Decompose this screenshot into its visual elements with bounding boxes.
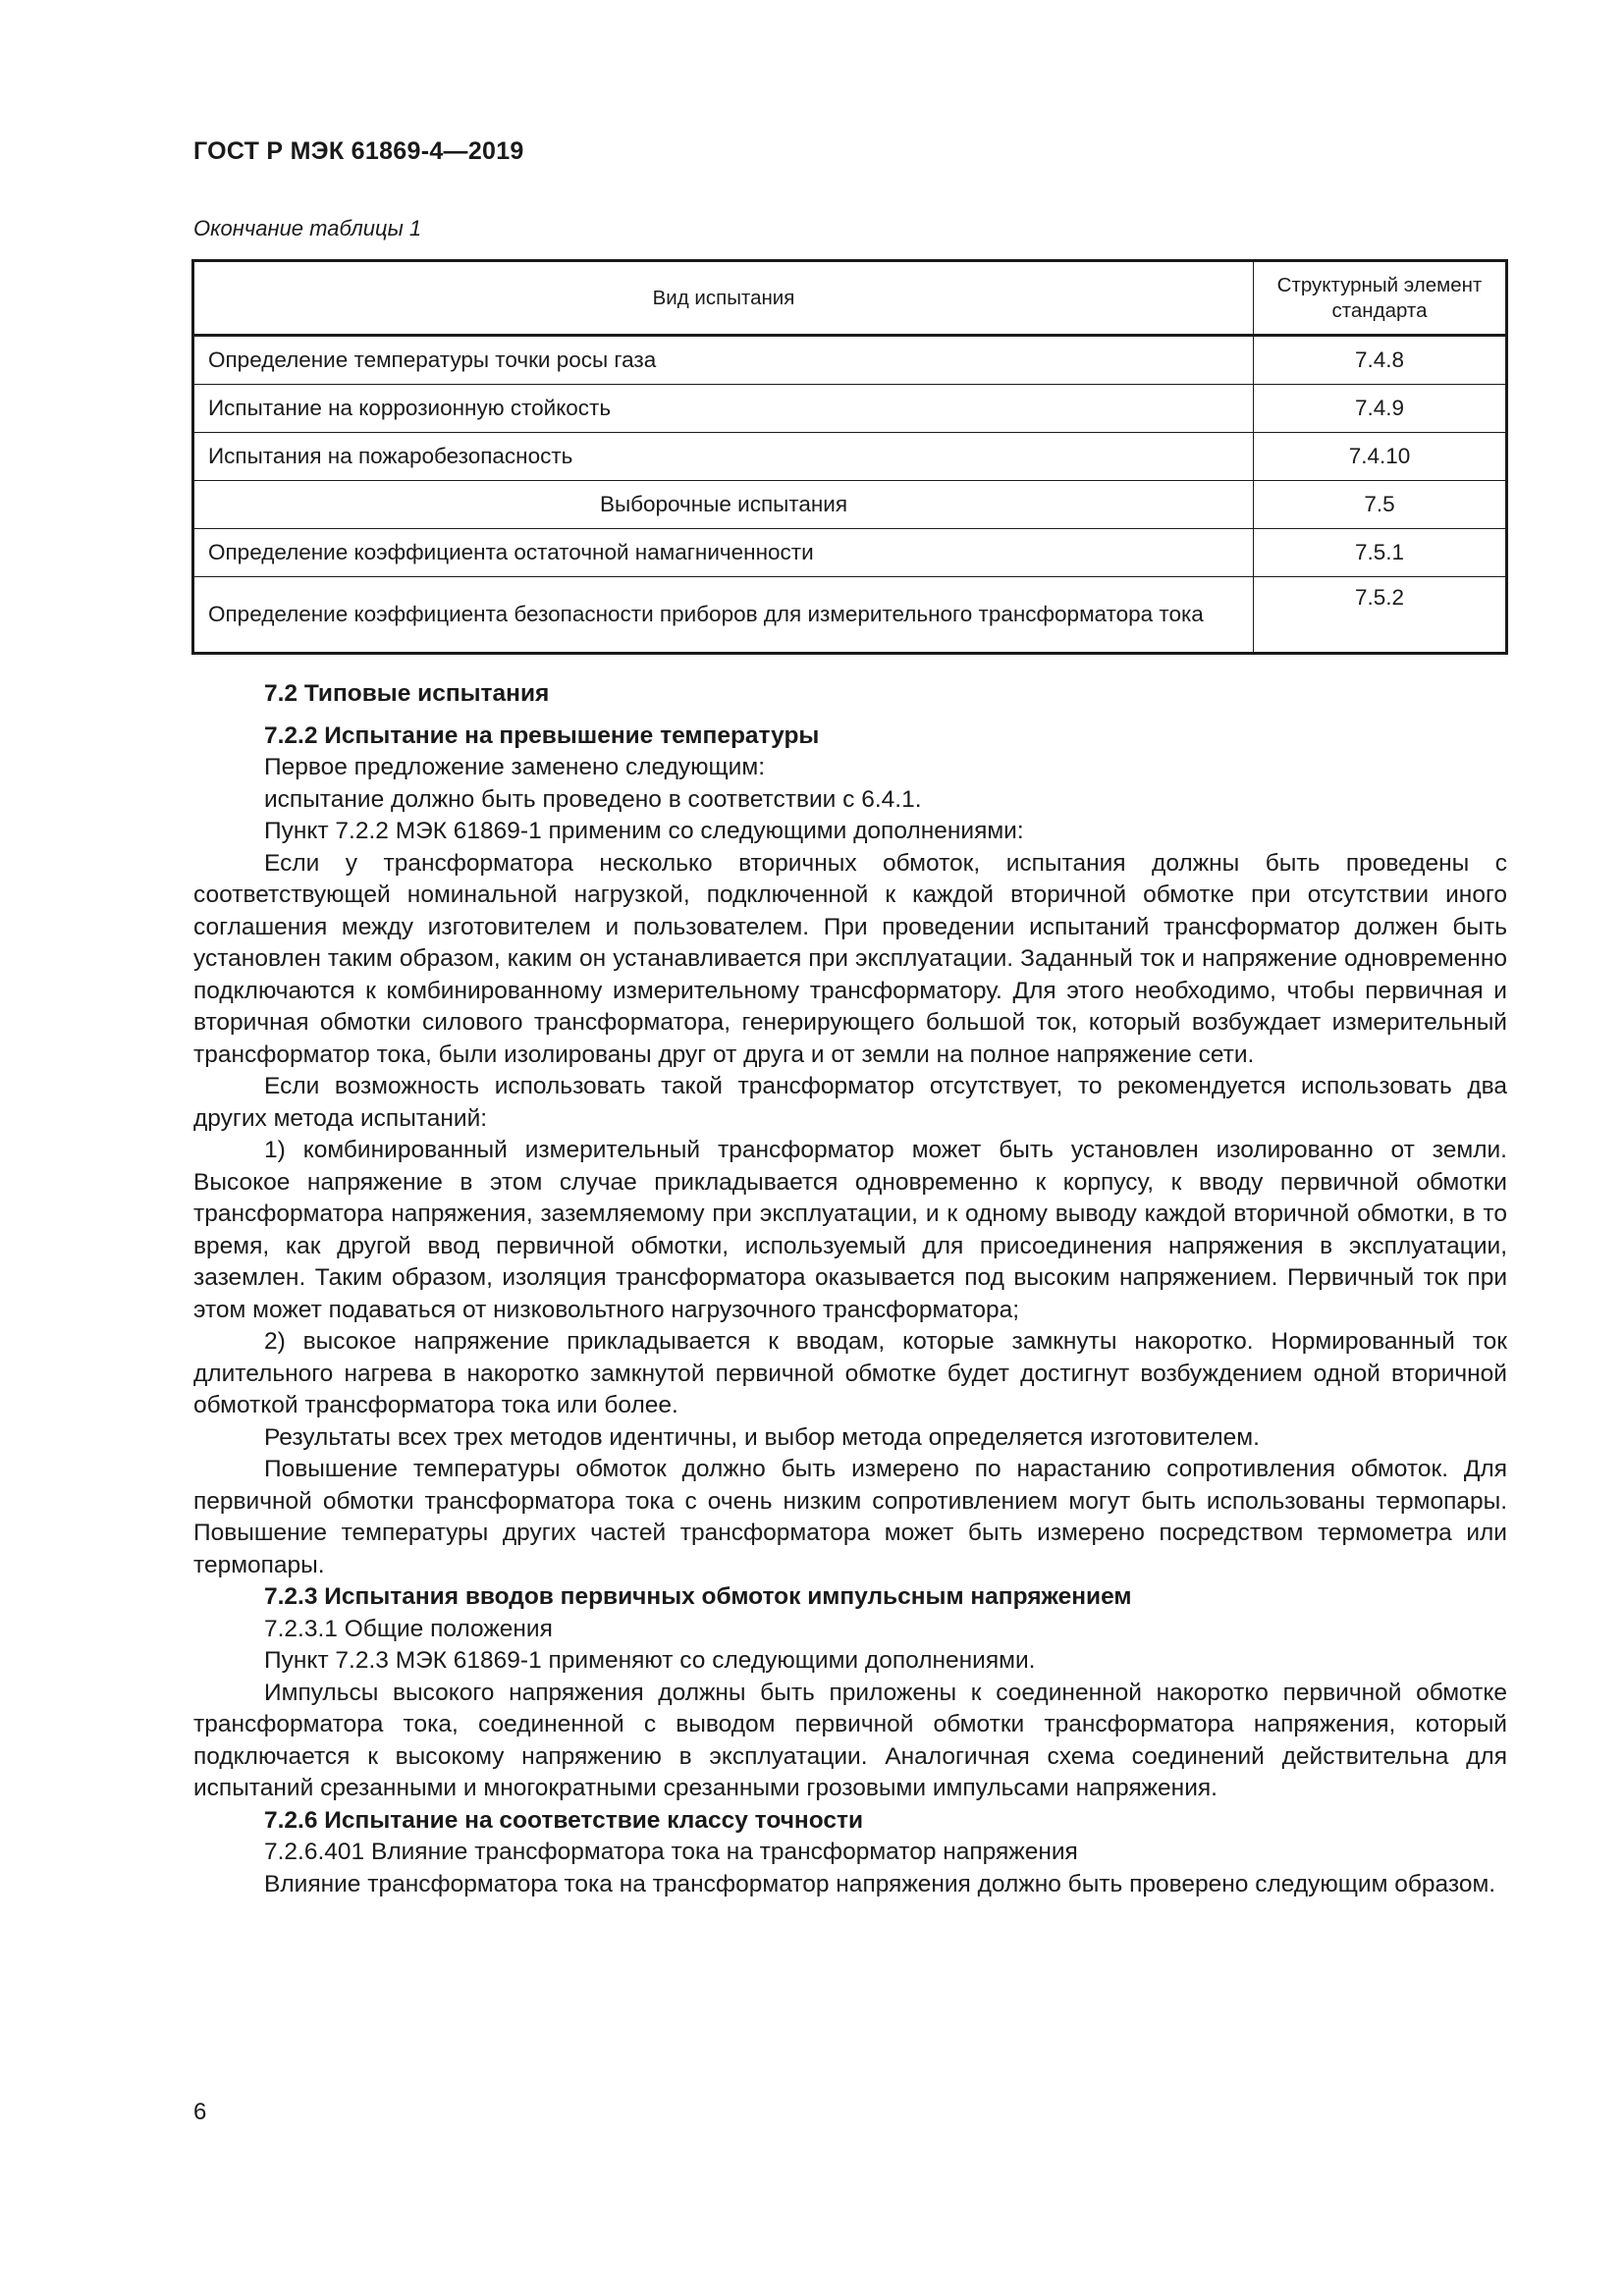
text-line: 7.2.6.401 Влияние трансформатора тока на трансформатор напряжения — [264, 1839, 1078, 1865]
paragraph: Если у трансформатора несколько вторичных обмоток, испытания должны быть проведены с соответствующей номинальной нагрузкой, подключенной к каждой вторичной обмотке при отсутствии иного соглашения между изготовителем и пользователем. При проведении испытаний трансформатор должен быть установлен таким образом, каким он устанавливается при эксплуатации. Заданный ток и напряжение одновременно подключаются к комбинированному измерительному трансформатору. Для этого необходимо, чтобы первичная и вторичная обмотки силового трансформатора, генерирующего большой ток, который возбуждает измерительный трансформатор тока, были изолированы друг от друга и от земли на полное напряжение сети. — [193, 849, 1507, 1068]
text-line: Первое предложение заменено следующим: — [264, 754, 766, 780]
paragraph: Если возможность использовать такой трансформатор отсутствует, то рекомендуется использовать два других метода испытаний: — [193, 1073, 1507, 1132]
structural-element-cell: 7.4.9 — [1254, 385, 1507, 433]
table-row — [193, 481, 1507, 529]
structural-element-cell: 7.5.1 — [1254, 529, 1507, 577]
section-heading-7-2: 7.2 Типовые испытания — [264, 680, 550, 707]
table-header-row — [193, 261, 1507, 336]
test-types-table — [191, 259, 1508, 655]
test-type-cell: Определение коэффициента остаточной намагниченности — [193, 529, 1254, 577]
test-type-cell: Определение температуры точки росы газа — [193, 336, 1254, 385]
subsection-heading-7-2-2: 7.2.2 Испытание на превышение температуры — [264, 721, 820, 749]
paragraph: Импульсы высокого напряжения должны быть приложены к соединенной накоротко первичной обмотке трансформатора тока, соединенной с выводом первичной обмотки трансформатора напряжения, который подключается к высокому напряжению в эксплуатации. Аналогичная схема соединений действительна для испытаний срезанными и многократными срезанными грозовыми импульсами напряжения. — [193, 1679, 1507, 1801]
subsection-heading-7-2-3: 7.2.3 Испытания вводов первичных обмоток импульсным напряжением — [264, 1583, 1132, 1610]
text-line: 7.2.3.1 Общие положения — [264, 1615, 553, 1642]
page-number: 6 — [193, 2099, 207, 2125]
test-group-heading-cell: Выборочные испытания — [193, 481, 1254, 529]
table-row — [193, 336, 1507, 385]
subsection-heading-7-2-6: 7.2.6 Испытание на соответствие классу точности — [264, 1806, 864, 1834]
document-header: ГОСТ Р МЭК 61869-4—2019 — [193, 137, 524, 165]
document-page — [193, 137, 1507, 1900]
table-row — [193, 529, 1507, 577]
test-type-cell: Испытания на пожаробезопасность — [193, 433, 1254, 481]
test-type-cell: Определение коэффициента безопасности приборов для измерительного трансформатора тока — [193, 577, 1254, 654]
paragraph: 1) комбинированный измерительный трансформатор может быть установлен изолированно от земли. Высокое напряжение в этом случае прикладывается одновременно к корпусу, к вводу первичной обмотки трансформатора напряжения, заземляемому при эксплуатации, и к одному выводу каждой вторичной обмотки, в то время, как другой ввод первичной обмотки, используемый для присоединения напряжения в эксплуатации, заземлен. Таким образом, изоляция трансформатора оказывается под высоким напряжением. Первичный ток при этом может подаваться от низковольтного нагрузочного трансформатора; — [193, 1137, 1507, 1323]
paragraph: Влияние трансформатора тока на трансформатор напряжения должно быть проверено следующим образом. — [264, 1870, 1496, 1897]
paragraph: 2) высокое напряжение прикладывается к вводам, которые замкнуты накоротко. Нормированный ток длительного нагрева в накоротко замкнутой первичной обмотке будет достигнут возбуждением одной вторичной обмоткой трансформатора тока или более. — [193, 1328, 1507, 1418]
paragraph: Результаты всех трех методов идентичны, и выбор метода определяется изготовителем. — [264, 1423, 1260, 1451]
structural-element-cell: 7.5 — [1254, 481, 1507, 529]
document-body — [193, 678, 1507, 1900]
table-row — [193, 433, 1507, 481]
table-caption: Окончание таблицы 1 — [193, 216, 422, 240]
structural-element-cell: 7.4.10 — [1254, 433, 1507, 481]
text-line: Пункт 7.2.3 МЭК 61869-1 применяют со следующими дополнениями. — [264, 1647, 1036, 1674]
text-line: испытание должно быть проведено в соответствии с 6.4.1. — [264, 785, 922, 813]
table-row — [193, 385, 1507, 433]
test-type-cell: Испытание на коррозионную стойкость — [193, 385, 1254, 433]
table-row — [193, 577, 1507, 654]
paragraph: Повышение температуры обмоток должно быть измерено по нарастанию сопротивления обмоток. Для первичной обмотки трансформатора тока с очень низким сопротивлением могут быть использованы термопары. Повышение температуры других частей трансформатора может быть измерено посредством термометра или термопары. — [193, 1456, 1507, 1578]
structural-element-cell: 7.4.8 — [1254, 336, 1507, 385]
structural-element-cell: 7.5.2 — [1254, 577, 1507, 654]
text-line: Пункт 7.2.2 МЭК 61869-1 применим со следующими дополнениями: — [264, 818, 1024, 844]
column-header-test-type: Вид испытания — [193, 261, 1254, 336]
column-header-structural-element: Структурный элемент стандарта — [1254, 261, 1507, 336]
